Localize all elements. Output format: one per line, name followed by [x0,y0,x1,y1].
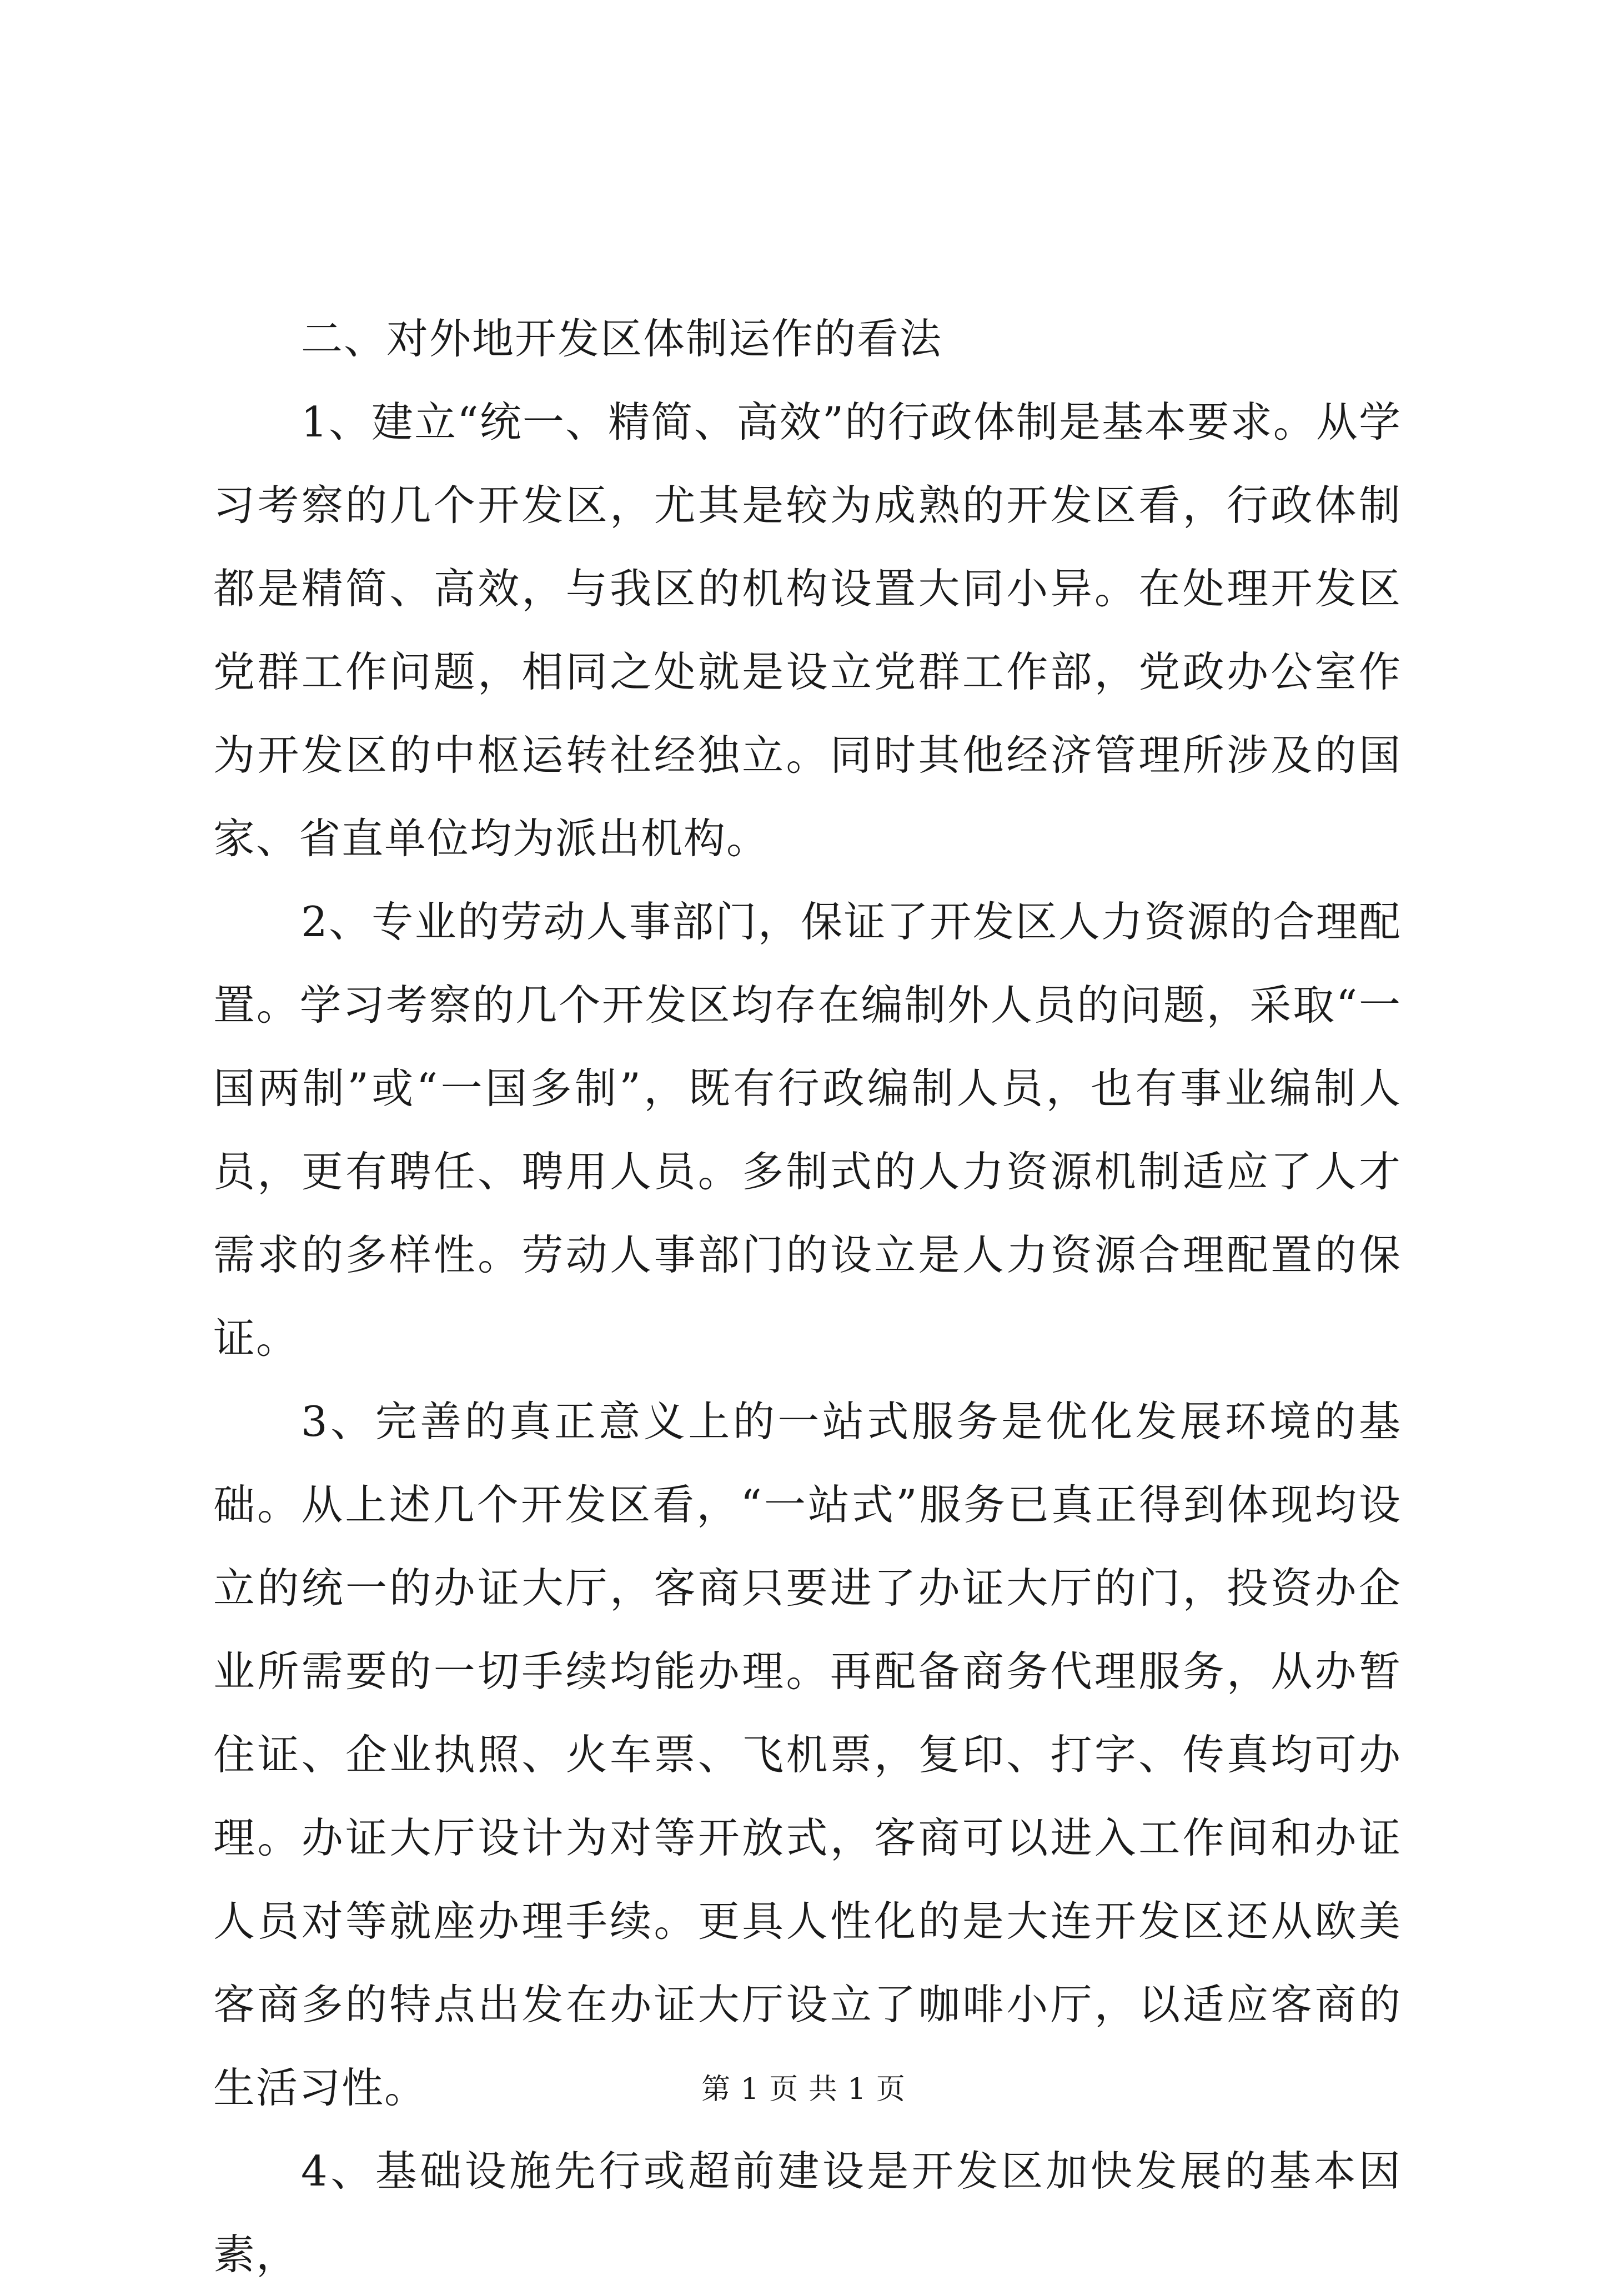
paragraph-2: 2、专业的劳动人事部门，保证了开发区人力资源的合理配置。学习考察的几个开发区均存在编制外人员的问题，采取“一国两制”或“一国多制”，既有行政编制人员，也有事业编制人员，更有聘任、聘用人员。多制式的人力资源机制适应了人才需求的多样性。劳动人事部门的设立是人力资源合理配置的保证。 [213,897,1402,1363]
paragraph-4: 4、基础设施先行或超前建设是开发区加快发展的基本因素， [213,2147,1402,2279]
section-heading: 二、对外地开发区体制运作的看法 [301,314,943,363]
paragraph-3: 3、完善的真正意义上的一站式服务是优化发展环境的基础。从上述几个开发区看，“一站式”服务已真正得到体现均设立的统一的办证大厅，客商只要进了办证大厅的门，投资办企业所需要的一切手续均能办理。再配备商务代理服务，从办暂住证、企业执照、火车票、飞机票，复印、打字、传真均可办理。办证大厅设计为对等开放式，客商可以进入工作间和办证人员对等就座办理手续。更具人性化的是大连开发区还从欧美客商多的特点出发在办证大厅设立了咖啡小厅，以适应客商的生活习性。 [213,1397,1402,2112]
paragraph-1: 1、建立“统一、精简、高效”的行政体制是基本要求。从学习考察的几个开发区，尤其是较为成熟的开发区看，行政体制都是精简、高效，与我区的机构设置大同小异。在处理开发区党群工作问题，相同之处就是设立党群工作部，党政办公室作为开发区的中枢运转社经独立。同时其他经济管理所涉及的国家、省直单位均为派出机构。 [213,398,1402,863]
page-footer: 第 1 页 共 1 页 [701,2073,906,2106]
document-body [213,297,1402,2296]
